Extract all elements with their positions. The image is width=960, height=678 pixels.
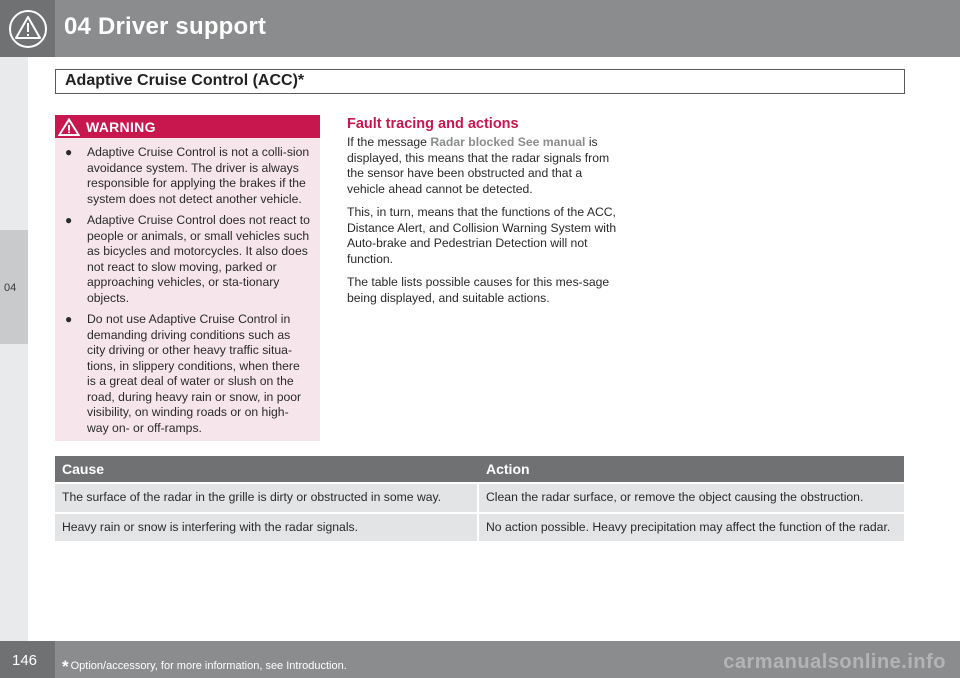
fault-paragraph-1 xyxy=(347,135,617,197)
cause-cell: Heavy rain or snow is interfering with the radar signals. xyxy=(55,514,479,542)
watermark: carmanualsonline.info xyxy=(723,651,946,673)
table-row xyxy=(55,482,904,512)
page-number-box xyxy=(0,641,55,678)
warning-item xyxy=(55,312,320,436)
left-margin xyxy=(0,57,28,641)
bullet: ● xyxy=(65,312,73,326)
fault-tracing-heading: Fault tracing and actions xyxy=(347,116,519,132)
warning-header xyxy=(55,115,320,138)
header-icon-box xyxy=(0,0,55,57)
table-row xyxy=(55,512,904,542)
warning-title: WARNING xyxy=(86,119,156,135)
fault-p1-after: is displayed, this means that the radar signals from the sensor have been obstructed and that a vehicle ahead cannot be detected. xyxy=(347,135,610,196)
column-header-cause: Cause xyxy=(62,461,105,477)
page-number: 146 xyxy=(12,652,38,669)
warning-item-text: Adaptive Cruise Control is not a colli-sion avoidance system. The driver is always responsible for applying the brakes if the system does not detect another vehicle. xyxy=(87,145,310,206)
fault-paragraph-2: This, in turn, means that the functions of the ACC, Distance Alert, and Collision Warning System with Auto-brake and Pedestrian Detection will not function. xyxy=(347,205,617,266)
fault-p1-before: If the message xyxy=(347,135,431,149)
footnote-star: * xyxy=(62,657,69,676)
chapter-header xyxy=(0,0,960,57)
warning-item xyxy=(55,213,320,306)
column-header-action: Action xyxy=(486,461,530,477)
fault-paragraph-3: The table lists possible causes for this mes-sage being displayed, and suitable actions. xyxy=(347,275,610,305)
warning-box xyxy=(55,115,320,441)
action-cell: Clean the radar surface, or remove the object causing the obstruction. xyxy=(486,490,864,504)
warning-item-text: Adaptive Cruise Control does not react to people or animals, or small vehicles such as bicycles and motorcycles. It also does not react to slow moving, parked or approaching vehicles, or sta-tionary objects. xyxy=(87,213,310,305)
warning-list xyxy=(55,145,320,442)
bullet: ● xyxy=(65,213,73,227)
section-title: Adaptive Cruise Control (ACC)* xyxy=(65,72,305,89)
warning-item xyxy=(55,145,320,207)
display-message: Radar blocked See manual xyxy=(430,135,586,149)
warning-triangle-icon xyxy=(57,117,81,137)
bullet: ● xyxy=(65,145,73,159)
footnote xyxy=(62,654,347,674)
chapter-tab-label: 04 xyxy=(4,282,17,294)
footnote-text: Option/accessory, for more information, see Introduction. xyxy=(70,660,347,672)
chapter-tab xyxy=(0,230,28,344)
cause-action-table xyxy=(55,456,904,541)
table-header-row xyxy=(55,456,904,482)
section-title-box xyxy=(55,69,905,94)
cause-cell: The surface of the radar in the grille is dirty or obstructed in some way. xyxy=(55,484,479,512)
fault-tracing-body xyxy=(347,135,617,314)
chapter-title: 04 Driver support xyxy=(64,13,267,40)
action-cell: No action possible. Heavy precipitation may affect the function of the radar. xyxy=(486,519,891,534)
warning-item-text: Do not use Adaptive Cruise Control in demanding driving conditions such as city driving or other heavy traffic situa-tions, in slippery conditions, when there is a great deal of water or slush on the road, during heavy rain or snow, in poor visibility, on winding roads or on high-way on- or off-ramps. xyxy=(87,312,302,435)
warning-triangle-circle-icon xyxy=(8,9,48,49)
page-footer xyxy=(0,641,960,678)
